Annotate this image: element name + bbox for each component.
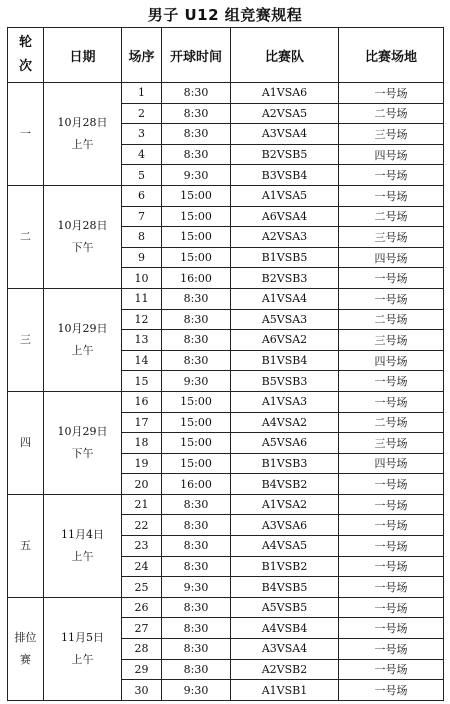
kickoff-cell: 8:30: [162, 597, 231, 618]
round-cell: [8, 288, 44, 391]
header-round-line2: 次: [18, 59, 32, 74]
page-title: 男子 U12 组竞赛规程: [147, 6, 303, 24]
date-label: 11月5日: [61, 630, 104, 644]
venue-cell: 四号场: [339, 144, 444, 165]
kickoff-cell: 8:30: [162, 124, 231, 145]
kickoff-cell: 15:00: [162, 206, 231, 227]
venue-cell: 一号场: [339, 474, 444, 495]
period-label: 下午: [71, 446, 94, 460]
kickoff-cell: 15:00: [162, 391, 231, 412]
venue-cell: 一号场: [339, 268, 444, 289]
match-no-cell: 19: [122, 453, 162, 474]
match-no-cell: 8: [122, 227, 162, 248]
round-cell: [8, 185, 44, 288]
kickoff-cell: 9:30: [162, 165, 231, 186]
round-label: 四: [20, 435, 31, 449]
header-venue: 比赛场地: [339, 28, 444, 83]
teams-cell: A5VSA3: [231, 309, 339, 330]
teams-cell: A1VSB1: [231, 680, 339, 701]
match-no-cell: 9: [122, 247, 162, 268]
date-cell: [44, 288, 122, 391]
kickoff-cell: 8:30: [162, 515, 231, 536]
venue-cell: 三号场: [339, 433, 444, 454]
date-cell: [44, 494, 122, 597]
match-no-cell: 1: [122, 83, 162, 104]
venue-cell: 一号场: [339, 185, 444, 206]
teams-cell: A2VSB2: [231, 659, 339, 680]
teams-cell: B3VSB4: [231, 165, 339, 186]
teams-cell: B2VSB5: [231, 144, 339, 165]
date-cell: [44, 391, 122, 494]
header-kickoff: 开球时间: [162, 28, 231, 83]
venue-cell: 三号场: [339, 330, 444, 351]
teams-cell: B1VSB3: [231, 453, 339, 474]
date-cell: [44, 83, 122, 186]
venue-cell: 一号场: [339, 597, 444, 618]
match-no-cell: 29: [122, 659, 162, 680]
header-row: [8, 28, 444, 83]
kickoff-cell: 8:30: [162, 494, 231, 515]
kickoff-cell: 8:30: [162, 309, 231, 330]
teams-cell: B4VSB2: [231, 474, 339, 495]
teams-cell: A1VSA6: [231, 83, 339, 104]
header-date: 日期: [44, 28, 122, 83]
match-no-cell: 12: [122, 309, 162, 330]
round-label: 一: [20, 126, 31, 140]
kickoff-cell: 8:30: [162, 639, 231, 660]
kickoff-cell: 8:30: [162, 618, 231, 639]
header-round: [8, 28, 44, 83]
teams-cell: B1VSB2: [231, 556, 339, 577]
table-row: [8, 391, 444, 412]
venue-cell: 一号场: [339, 494, 444, 515]
round-cell: [8, 494, 44, 597]
match-no-cell: 22: [122, 515, 162, 536]
date-label: 10月28日: [57, 115, 108, 129]
teams-cell: A3VSA4: [231, 639, 339, 660]
venue-cell: 二号场: [339, 206, 444, 227]
teams-cell: A1VSA3: [231, 391, 339, 412]
venue-cell: 三号场: [339, 227, 444, 248]
match-no-cell: 18: [122, 433, 162, 454]
kickoff-cell: 16:00: [162, 474, 231, 495]
kickoff-cell: 9:30: [162, 577, 231, 598]
kickoff-cell: 9:30: [162, 680, 231, 701]
round-label-line2: 赛: [20, 652, 31, 666]
kickoff-cell: 8:30: [162, 83, 231, 104]
teams-cell: B4VSB5: [231, 577, 339, 598]
match-no-cell: 5: [122, 165, 162, 186]
venue-cell: 二号场: [339, 412, 444, 433]
period-label: 下午: [71, 240, 94, 254]
teams-cell: A4VSA5: [231, 536, 339, 557]
header-round-line1: 轮: [18, 35, 32, 50]
kickoff-cell: 15:00: [162, 247, 231, 268]
date-label: 10月29日: [57, 424, 108, 438]
round-cell: [8, 83, 44, 186]
venue-cell: 一号场: [339, 391, 444, 412]
venue-cell: 一号场: [339, 536, 444, 557]
venue-cell: 一号场: [339, 639, 444, 660]
match-no-cell: 7: [122, 206, 162, 227]
kickoff-cell: 15:00: [162, 412, 231, 433]
match-no-cell: 16: [122, 391, 162, 412]
venue-cell: 一号场: [339, 618, 444, 639]
venue-cell: 一号场: [339, 83, 444, 104]
venue-cell: 四号场: [339, 247, 444, 268]
round-label: 二: [20, 229, 31, 243]
period-label: 上午: [71, 343, 94, 357]
teams-cell: A5VSB5: [231, 597, 339, 618]
kickoff-cell: 9:30: [162, 371, 231, 392]
kickoff-cell: 8:30: [162, 556, 231, 577]
venue-cell: 一号场: [339, 515, 444, 536]
round-cell: [8, 597, 44, 700]
venue-cell: 一号场: [339, 165, 444, 186]
match-no-cell: 17: [122, 412, 162, 433]
venue-cell: 一号场: [339, 371, 444, 392]
period-label: 上午: [71, 137, 94, 151]
header-match-no: 场序: [122, 28, 162, 83]
match-no-cell: 23: [122, 536, 162, 557]
match-no-cell: 28: [122, 639, 162, 660]
teams-cell: A6VSA4: [231, 206, 339, 227]
teams-cell: A5VSA6: [231, 433, 339, 454]
table-row: [8, 185, 444, 206]
round-label: 排位: [14, 630, 37, 644]
venue-cell: 一号场: [339, 659, 444, 680]
table-row: [8, 597, 444, 618]
teams-cell: A4VSA2: [231, 412, 339, 433]
match-no-cell: 30: [122, 680, 162, 701]
kickoff-cell: 8:30: [162, 103, 231, 124]
table-row: [8, 83, 444, 104]
venue-cell: 二号场: [339, 103, 444, 124]
match-no-cell: 13: [122, 330, 162, 351]
teams-cell: A1VSA5: [231, 185, 339, 206]
kickoff-cell: 15:00: [162, 453, 231, 474]
teams-cell: A6VSA2: [231, 330, 339, 351]
match-no-cell: 11: [122, 288, 162, 309]
match-no-cell: 2: [122, 103, 162, 124]
date-label: 10月28日: [57, 218, 108, 232]
table-row: [8, 288, 444, 309]
kickoff-cell: 8:30: [162, 536, 231, 557]
date-label: 11月4日: [61, 527, 104, 541]
schedule-table: [7, 27, 444, 701]
teams-cell: A2VSA3: [231, 227, 339, 248]
venue-cell: 四号场: [339, 453, 444, 474]
match-no-cell: 15: [122, 371, 162, 392]
teams-cell: B2VSB3: [231, 268, 339, 289]
teams-cell: B1VSB4: [231, 350, 339, 371]
match-no-cell: 4: [122, 144, 162, 165]
kickoff-cell: 8:30: [162, 144, 231, 165]
venue-cell: 二号场: [339, 309, 444, 330]
teams-cell: A4VSB4: [231, 618, 339, 639]
venue-cell: 一号场: [339, 680, 444, 701]
kickoff-cell: 16:00: [162, 268, 231, 289]
match-no-cell: 6: [122, 185, 162, 206]
kickoff-cell: 8:30: [162, 330, 231, 351]
teams-cell: A3VSA6: [231, 515, 339, 536]
match-no-cell: 24: [122, 556, 162, 577]
round-label: 三: [20, 332, 31, 346]
teams-cell: A1VSA2: [231, 494, 339, 515]
match-no-cell: 3: [122, 124, 162, 145]
kickoff-cell: 8:30: [162, 288, 231, 309]
date-label: 10月29日: [57, 321, 108, 335]
period-label: 上午: [71, 549, 94, 563]
kickoff-cell: 8:30: [162, 350, 231, 371]
date-cell: [44, 185, 122, 288]
teams-cell: A2VSA5: [231, 103, 339, 124]
teams-cell: B1VSB5: [231, 247, 339, 268]
teams-cell: B5VSB3: [231, 371, 339, 392]
match-no-cell: 14: [122, 350, 162, 371]
teams-cell: A1VSA4: [231, 288, 339, 309]
venue-cell: 一号场: [339, 577, 444, 598]
kickoff-cell: 15:00: [162, 185, 231, 206]
period-label: 上午: [71, 652, 94, 666]
match-no-cell: 26: [122, 597, 162, 618]
match-no-cell: 20: [122, 474, 162, 495]
kickoff-cell: 15:00: [162, 433, 231, 454]
round-cell: [8, 391, 44, 494]
schedule-body: [8, 83, 444, 701]
venue-cell: 四号场: [339, 350, 444, 371]
table-row: [8, 494, 444, 515]
venue-cell: 一号场: [339, 288, 444, 309]
venue-cell: 三号场: [339, 124, 444, 145]
date-cell: [44, 597, 122, 700]
match-no-cell: 25: [122, 577, 162, 598]
match-no-cell: 10: [122, 268, 162, 289]
round-label: 五: [20, 538, 31, 552]
match-no-cell: 21: [122, 494, 162, 515]
teams-cell: A3VSA4: [231, 124, 339, 145]
kickoff-cell: 8:30: [162, 659, 231, 680]
kickoff-cell: 15:00: [162, 227, 231, 248]
header-teams: 比赛队: [231, 28, 339, 83]
venue-cell: 一号场: [339, 556, 444, 577]
match-no-cell: 27: [122, 618, 162, 639]
